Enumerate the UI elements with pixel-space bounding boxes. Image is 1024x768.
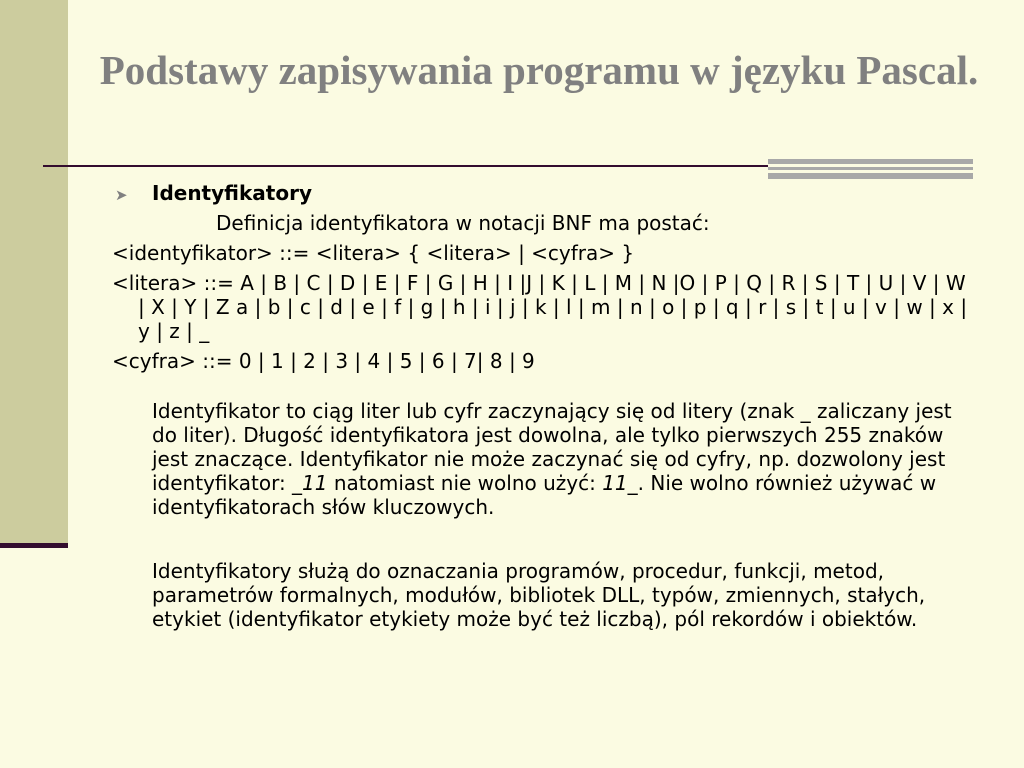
left-decorative-bar bbox=[0, 0, 68, 543]
example-valid-identifier: 11 bbox=[302, 471, 328, 495]
paragraph1-text-a: Identyfikator to ciąg liter lub cyfr zaczynający się od litery (znak _ zaliczany jest do liter). Długość identyfikatora jest dowolna, ale tylko pierwszych 255 znaków jest znaczące. Identyfikator nie może zaczynać się od cyfry, np. dozwolony jest identyfikator: _ bbox=[152, 399, 952, 495]
left-bar-rule bbox=[0, 543, 68, 548]
bnf-letter-rule: <litera> ::= A | B | C | D | E | F | G | H | I |J | K | L | M | N |O | P | Q | R | S | T | U | V | W | X | Y | Z a | b | c | d | e | f | g | h | i | j | k | l | m | n | o | p | q | r | s | t | u | v | w | x | y | z | _ bbox=[112, 271, 968, 343]
bnf-digit-rule: <cyfra> ::= 0 | 1 | 2 | 3 | 4 | 5 | 6 | 7| 8 | 9 bbox=[112, 349, 535, 373]
slide-content bbox=[112, 181, 972, 631]
bullet-item bbox=[112, 181, 972, 207]
example-invalid-identifier: 11 bbox=[602, 471, 628, 495]
bullet-label: Identyfikatory bbox=[152, 181, 312, 205]
definition-intro: Definicja identyfikatora w notacji BNF ma postać: bbox=[216, 211, 710, 235]
identifier-description-paragraph bbox=[112, 399, 972, 519]
identifier-usage-paragraph: Identyfikatory służą do oznaczania programów, procedur, funkcji, metod, parametrów formalnych, modułów, bibliotek DLL, typów, zmiennych, stałych, etykiet (identyfikator etykiety może być też liczbą), pól rekordów i obiektów. bbox=[152, 559, 926, 631]
arrow-bullet-icon: ➤ bbox=[115, 186, 128, 204]
bnf-identifier-rule: <identyfikator> ::= <litera> { <litera> | <cyfra> } bbox=[112, 241, 635, 265]
title-underline-accent bbox=[768, 159, 973, 179]
paragraph1-text-b: natomiast nie wolno użyć: bbox=[327, 471, 603, 495]
paragraph1-text-c: _. Nie wolno również używać w identyfikatorach słów kluczowych. bbox=[152, 471, 937, 519]
slide-title: Podstawy zapisywania programu w języku Pascal. bbox=[99, 47, 979, 93]
